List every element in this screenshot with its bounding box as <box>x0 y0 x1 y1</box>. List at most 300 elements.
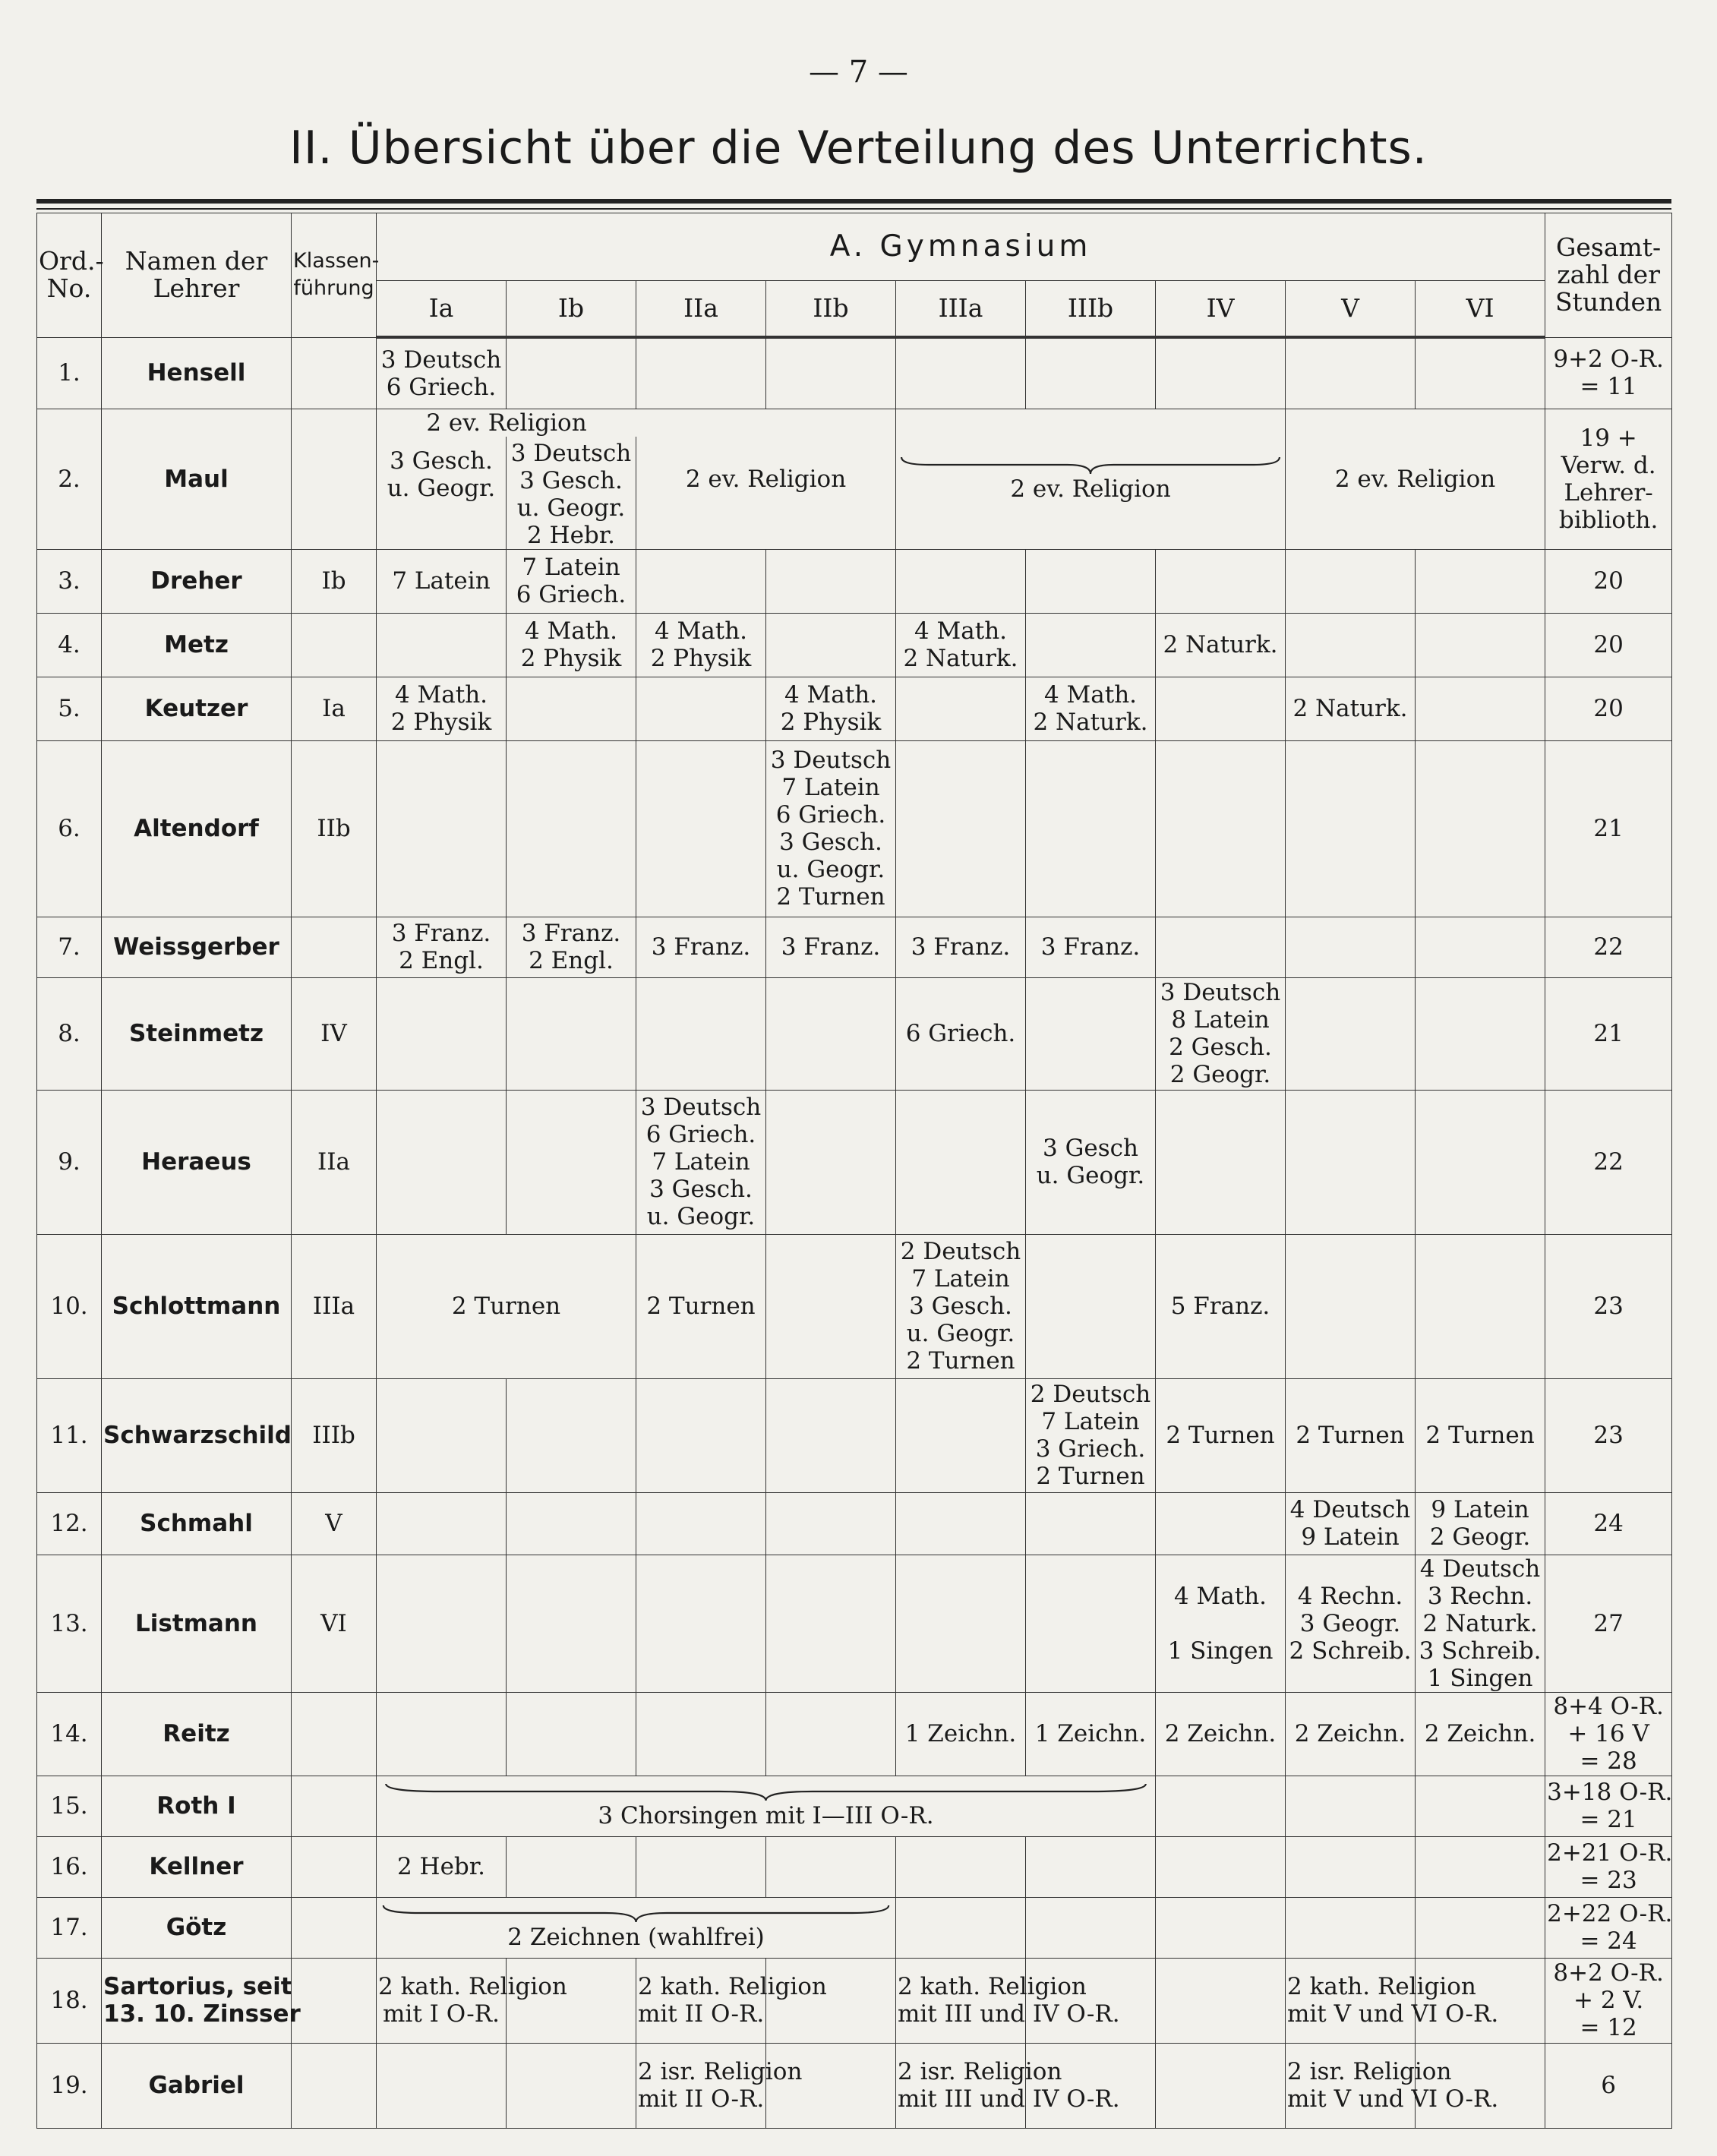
table-row <box>37 1897 1672 1958</box>
cell-line: 3 Franz. <box>911 933 1011 961</box>
cell-v <box>1286 1492 1416 1555</box>
cell-iiia <box>896 917 1026 977</box>
cell-line: 3+18 O-R. <box>1547 1779 1673 1806</box>
class-teacher <box>292 337 377 409</box>
class-teacher <box>292 1090 377 1234</box>
cell-iiib <box>1026 1492 1156 1555</box>
cell-ib <box>507 1492 636 1555</box>
cell-iib <box>766 740 896 917</box>
cell-line: 2 Turnen <box>646 1293 756 1320</box>
cell-line: 3 Franz. <box>781 933 881 961</box>
cell-line: 19. <box>50 2072 88 2099</box>
table-row <box>37 409 1672 549</box>
cell-line: 2 Turnen <box>906 1347 1015 1375</box>
brace-mark <box>378 1904 894 1924</box>
total-hours <box>1545 1836 1672 1897</box>
cell-line: 2 Naturk. <box>1033 709 1148 736</box>
cell-line: biblioth. <box>1558 506 1659 534</box>
cell-line: Schmahl <box>140 1510 253 1537</box>
cell-line: 2 Turnen <box>1296 1422 1405 1449</box>
cell-line: 1 Singen <box>1167 1637 1274 1665</box>
header-class-ia: Ia <box>377 281 507 338</box>
cell-iib <box>766 1555 896 1692</box>
cell-iiia <box>896 1897 1026 1958</box>
cell-iv <box>1156 1234 1286 1378</box>
cell-iiia <box>896 1492 1026 1555</box>
cell-iib <box>766 1692 896 1776</box>
total-hours <box>1545 977 1672 1090</box>
cell-vi <box>1416 1776 1545 1836</box>
cell-iiia <box>896 1958 1120 2043</box>
cell-ia <box>377 1090 507 1234</box>
cell-iia <box>636 740 766 917</box>
cell-iiib <box>1026 1555 1156 1692</box>
class-teacher <box>292 549 377 613</box>
cell-vi <box>1416 740 1545 917</box>
cell-line: 16. <box>50 1853 88 1880</box>
cell-vi <box>1416 1897 1545 1958</box>
teacher-name <box>102 1776 292 1836</box>
class-teacher <box>292 1234 377 1378</box>
row-number <box>37 1555 102 1692</box>
cell-line: 5 Franz. <box>1170 1293 1270 1320</box>
table-row <box>37 977 1672 1090</box>
row-number <box>37 1234 102 1378</box>
cell-ib <box>507 1692 636 1776</box>
cell-iiia <box>896 977 1026 1090</box>
cell-line: mit III und IV O-R. <box>898 2000 1120 2028</box>
cell-line: 21 <box>1593 815 1624 842</box>
cell-line: mit I O-R. <box>383 2000 500 2028</box>
brace-mark <box>898 456 1283 475</box>
cell-iiia <box>896 1234 1026 1378</box>
cell-line: 7 Latein <box>522 554 620 581</box>
cell-line: mit V und VI O-R. <box>1287 2085 1499 2113</box>
cell-line: 19 + <box>1580 424 1637 452</box>
cell-iiia <box>896 1692 1026 1776</box>
cell-line <box>293 466 374 493</box>
cell-iiia <box>896 549 1026 613</box>
cell-line: 2 Physik <box>520 645 622 672</box>
total-hours <box>1545 1776 1672 1836</box>
cell-v <box>1286 677 1416 740</box>
total-hours <box>1545 917 1672 977</box>
title-rule-thin <box>36 208 1671 210</box>
cell-iiib <box>1026 1692 1156 1776</box>
cell-v <box>1286 1378 1416 1492</box>
class-teacher <box>292 2043 377 2128</box>
cell-line: 2 Physik <box>780 709 882 736</box>
total-hours <box>1545 1958 1672 2043</box>
cell-vi <box>1416 613 1545 677</box>
cell-line: Schwarzschild <box>103 1422 292 1449</box>
cell-iiia_iv <box>896 409 1286 549</box>
cell-line: IIa <box>317 1148 350 1176</box>
cell-line: 3 Chorsingen mit I—III O-R. <box>598 1802 934 1829</box>
cell-ia_iiib <box>377 1776 1156 1836</box>
cell-iiia <box>896 337 1026 409</box>
table-row <box>37 1378 1672 1492</box>
cell-line: 21 <box>1593 1020 1624 1047</box>
cell-line: 5. <box>58 695 80 722</box>
cell-line: 3 Deutsch <box>640 1094 762 1121</box>
cell-line: 2 ev. Religion <box>1334 465 1496 493</box>
cell-line: 3 Geogr. <box>1299 1609 1401 1637</box>
teacher-name <box>102 1897 292 1958</box>
class-teacher <box>292 1776 377 1836</box>
cell-line: IV <box>320 1020 347 1047</box>
header-ord: Ord.- No. <box>37 213 102 338</box>
cell-vi <box>1416 1692 1545 1776</box>
cell-iv <box>1156 740 1286 917</box>
cell-iiib <box>1026 1234 1156 1378</box>
cell-line: 2 kath. Religion <box>638 1973 827 2000</box>
cell-line: 2 Turnen <box>776 883 885 911</box>
total-hours <box>1545 1492 1672 1555</box>
teacher-name <box>102 1492 292 1555</box>
cell-line: 3 Franz. <box>521 920 621 947</box>
cell-iiia <box>896 1555 1026 1692</box>
cell-line: Reitz <box>163 1720 230 1747</box>
teacher-name <box>102 917 292 977</box>
cell-line: u. Geogr. <box>516 494 626 522</box>
cell-line: Altendorf <box>134 815 259 842</box>
cell-line: 3 Deutsch <box>770 747 892 774</box>
cell-line <box>293 2072 374 2099</box>
religion-heading: 2 ev. Religion <box>377 409 636 437</box>
cell-line: 22 <box>1593 933 1624 961</box>
class-teacher <box>292 1378 377 1492</box>
cell-iiib <box>1026 1090 1156 1234</box>
cell-line: 2 Geogr. <box>1169 1061 1271 1088</box>
cell-iia <box>636 1692 766 1776</box>
class-teacher <box>292 677 377 740</box>
cell-line: 4 Deutsch <box>1419 1555 1541 1583</box>
cell-v <box>1286 917 1416 977</box>
teacher-name <box>102 740 292 917</box>
teacher-name <box>102 1234 292 1378</box>
cell-ia <box>377 1492 507 1555</box>
cell-ib <box>507 1958 636 2043</box>
teacher-name <box>102 1836 292 1897</box>
table-row <box>37 549 1672 613</box>
cell-line: u. Geogr. <box>646 1203 756 1230</box>
brace-mark <box>378 1782 1154 1802</box>
cell-iia <box>636 1090 766 1234</box>
cell-line: u. Geogr. <box>1036 1162 1145 1189</box>
cell-line: u. Geogr. <box>776 856 885 883</box>
cell-iv <box>1156 2043 1286 2128</box>
table-row <box>37 1958 1672 2043</box>
cell-line: 2 Naturk. <box>1422 1609 1538 1637</box>
row-number <box>37 917 102 977</box>
header-klassenfuehrung: Klassen- führung <box>292 213 377 338</box>
cell-line: 2 Zeichn. <box>1424 1720 1536 1747</box>
cell-iia <box>636 2043 803 2128</box>
cell-iiib <box>1026 917 1156 977</box>
total-hours <box>1545 2043 1672 2128</box>
cell-line: Ib <box>321 567 346 595</box>
table-row <box>37 613 1672 677</box>
teacher-name <box>102 613 292 677</box>
cell-line: Listmann <box>134 1609 257 1637</box>
cell-line: 7 Latein <box>1041 1408 1140 1435</box>
cell-ia_iib <box>377 1897 896 1958</box>
class-teacher <box>292 1692 377 1776</box>
header-class-iia: IIa <box>636 281 766 338</box>
cell-line: 2 isr. Religion <box>1287 2058 1452 2085</box>
cell-line: 4 Math. <box>1173 1582 1267 1610</box>
total-hours <box>1545 613 1672 677</box>
header-class-iiia: IIIa <box>896 281 1026 338</box>
cell-line: 20 <box>1593 695 1624 722</box>
class-teacher <box>292 1897 377 1958</box>
cell-line: 4 Math. <box>654 617 748 645</box>
cell-line: 3 Gesch <box>1043 1135 1138 1162</box>
cell-line: 2 Schreib. <box>1289 1637 1412 1665</box>
cell-iv <box>1156 1090 1286 1234</box>
cell-iiia <box>896 1090 1026 1234</box>
cell-vi <box>1416 917 1545 977</box>
cell-line: u. Geogr. <box>387 474 496 502</box>
cell-v <box>1286 1776 1416 1836</box>
cell-line: Steinmetz <box>128 1020 264 1047</box>
cell-line: u. Geogr. <box>906 1320 1015 1347</box>
cell-line: Götz <box>166 1914 227 1941</box>
cell-iia <box>636 977 766 1090</box>
teacher-name <box>102 677 292 740</box>
cell-line: 6 Griech. <box>516 581 627 608</box>
cell-line: 3 Gesch. <box>779 829 882 856</box>
cell-line: Sartorius, seit <box>103 1973 292 2000</box>
cell-line: 3 Gesch. <box>909 1293 1012 1320</box>
cell-line: 9 Latein <box>1431 1496 1529 1523</box>
cell-iiia <box>896 677 1026 740</box>
cell-v <box>1286 549 1416 613</box>
cell-ia <box>377 1378 507 1492</box>
cell-line: Weissgerber <box>113 933 279 961</box>
class-teacher <box>292 613 377 677</box>
cell-iv <box>1156 1378 1286 1492</box>
cell-ib <box>507 1555 636 1692</box>
cell-line: 2 Hebr. <box>526 521 616 549</box>
cell-line: 1. <box>58 359 80 387</box>
teacher-name <box>102 1692 292 1776</box>
table-row <box>37 2043 1672 2128</box>
cell-line: 2 kath. Religion <box>898 1973 1087 2000</box>
cell-line <box>293 1853 374 1880</box>
cell-line: 2 Zeichn. <box>1294 1720 1406 1747</box>
table-row <box>37 1776 1672 1836</box>
cell-line: 3 Rechn. <box>1427 1582 1533 1610</box>
cell-line: 2 Turnen <box>1166 1422 1275 1449</box>
class-teacher <box>292 740 377 917</box>
cell-line: = 24 <box>1580 1927 1637 1955</box>
cell-line: 2 isr. Religion <box>898 2058 1062 2085</box>
row-number <box>37 613 102 677</box>
total-hours <box>1545 409 1672 549</box>
row-number <box>37 740 102 917</box>
cell-line: 2 Physik <box>390 709 492 736</box>
cell-line: 3. <box>58 567 80 595</box>
table-row <box>37 740 1672 917</box>
title-rule <box>36 199 1671 204</box>
cell-iia <box>636 677 766 740</box>
cell-line: mit V und VI O-R. <box>1287 2000 1499 2028</box>
cell-line: 3 Gesch. <box>519 466 623 494</box>
cell-line: 2+22 O-R. <box>1547 1900 1673 1927</box>
cell-line: IIb <box>317 815 351 842</box>
header-class-vi: VI <box>1416 281 1545 338</box>
cell-line: V <box>325 1510 342 1537</box>
cell-line: 4 Rechn. <box>1297 1582 1403 1610</box>
cell-line: 6. <box>58 815 80 842</box>
cell-iv <box>1156 1555 1286 1692</box>
cell-line: 1 Zeichn. <box>1034 1720 1147 1747</box>
cell-iv <box>1156 1776 1286 1836</box>
cell-iiib <box>1026 613 1156 677</box>
cell-ia <box>377 2043 507 2128</box>
total-hours <box>1545 677 1672 740</box>
table-row <box>37 1090 1672 1234</box>
row-number <box>37 1897 102 1958</box>
cell-iia <box>636 1958 827 2043</box>
cell-line: 3 Franz. <box>1040 933 1141 961</box>
table-row <box>37 337 1672 409</box>
cell-line: 1 Singen <box>1427 1664 1533 1692</box>
cell-line: 2 Naturk. <box>903 645 1018 672</box>
cell-iia <box>636 549 766 613</box>
row-number <box>37 1378 102 1492</box>
cell-line: 3 Griech. <box>1035 1435 1146 1463</box>
cell-line: 24 <box>1593 1510 1624 1537</box>
row-number <box>37 1836 102 1897</box>
cell-v <box>1286 337 1416 409</box>
class-teacher <box>292 1555 377 1692</box>
cell-vi <box>1416 1836 1545 1897</box>
class-teacher <box>292 1958 377 2043</box>
cell-line: Keutzer <box>144 695 248 722</box>
cell-line: 20 <box>1593 567 1624 595</box>
cell-v <box>1286 1090 1416 1234</box>
teacher-name <box>102 549 292 613</box>
cell-iv <box>1156 1692 1286 1776</box>
total-hours <box>1545 1378 1672 1492</box>
cell-line: 4 Math. <box>914 617 1008 645</box>
cell-line: VI <box>320 1609 347 1637</box>
row-number <box>37 677 102 740</box>
cell-line: 3 Franz. <box>391 920 491 947</box>
cell-ib <box>507 2043 636 2128</box>
teaching-distribution-table <box>36 213 1672 2129</box>
cell-vi <box>1416 549 1545 613</box>
cell-line: = 21 <box>1580 1806 1637 1833</box>
class-teacher <box>292 977 377 1090</box>
cell-ia <box>377 1836 507 1897</box>
teacher-name <box>102 409 292 549</box>
cell-line: 2 Deutsch <box>1030 1381 1151 1408</box>
cell-vi <box>1416 337 1545 409</box>
cell-ia <box>377 740 507 917</box>
table-row <box>37 1492 1672 1555</box>
cell-line: Metz <box>164 631 229 658</box>
header-class-ib: Ib <box>507 281 636 338</box>
row-number <box>37 1090 102 1234</box>
cell-v <box>1286 1836 1416 1897</box>
cell-v <box>1286 1958 1499 2043</box>
cell-iia <box>636 337 766 409</box>
cell-line: 6 <box>1601 2072 1616 2099</box>
cell-line: 3 Franz. <box>651 933 751 961</box>
cell-line: 27 <box>1593 1609 1624 1637</box>
teacher-name <box>102 1555 292 1692</box>
cell-line: mit III und IV O-R. <box>898 2085 1120 2113</box>
cell-vi <box>1416 1378 1545 1492</box>
cell-iiib <box>1026 337 1156 409</box>
cell-iia <box>636 1378 766 1492</box>
cell-iib <box>766 677 896 740</box>
cell-line: 7 Latein <box>781 774 880 801</box>
cell-line: 6 Griech. <box>905 1020 1016 1047</box>
table-row <box>37 1692 1672 1776</box>
cell-iv <box>1156 337 1286 409</box>
header-section-gymnasium: A. Gymnasium <box>377 213 1545 281</box>
cell-iiib <box>1026 740 1156 917</box>
cell-line: IIIb <box>312 1422 355 1449</box>
cell-line: 4 Deutsch <box>1289 1496 1411 1523</box>
cell-ib <box>507 977 636 1090</box>
teacher-name <box>102 337 292 409</box>
cell-line <box>293 359 374 387</box>
cell-vi <box>1416 1492 1545 1555</box>
cell-line: 1 Zeichn. <box>904 1720 1017 1747</box>
cell-iiib <box>1026 677 1156 740</box>
cell-iiia <box>896 1836 1026 1897</box>
cell-iib <box>766 1378 896 1492</box>
teacher-name <box>102 1378 292 1492</box>
cell-ib <box>507 1378 636 1492</box>
cell-iiia <box>896 613 1026 677</box>
cell-iiia <box>896 740 1026 917</box>
cell-line: Kellner <box>149 1853 244 1880</box>
cell-ib <box>507 740 636 917</box>
cell-line: 2+21 O-R. <box>1547 1839 1673 1867</box>
cell-line: 2 Hebr. <box>396 1853 486 1880</box>
header-class-iib: IIb <box>766 281 896 338</box>
cell-vi <box>1416 1090 1545 1234</box>
table-row <box>37 1234 1672 1378</box>
cell-ia <box>377 1555 507 1692</box>
cell-line <box>293 631 374 658</box>
cell-iib <box>766 977 896 1090</box>
page-title: II. Übersicht über die Verteilung des Unterrichts. <box>289 122 1428 175</box>
cell-ib <box>507 917 636 977</box>
cell-line: 2 Naturk. <box>1163 631 1278 658</box>
cell-line: 6 Griech. <box>645 1121 756 1148</box>
cell-line: 6 Griech. <box>386 373 497 401</box>
cell-iv <box>1156 1836 1286 1897</box>
row-number <box>37 337 102 409</box>
cell-iib <box>766 1090 896 1234</box>
cell-line <box>293 1987 374 2014</box>
class-teacher <box>292 409 377 549</box>
cell-iib <box>766 1836 896 1897</box>
cell-iv <box>1156 917 1286 977</box>
cell-line: 2 Gesch. <box>1169 1034 1272 1061</box>
cell-vi <box>1416 1555 1545 1692</box>
cell-line: 22 <box>1593 1148 1624 1176</box>
cell-ia <box>377 337 507 409</box>
